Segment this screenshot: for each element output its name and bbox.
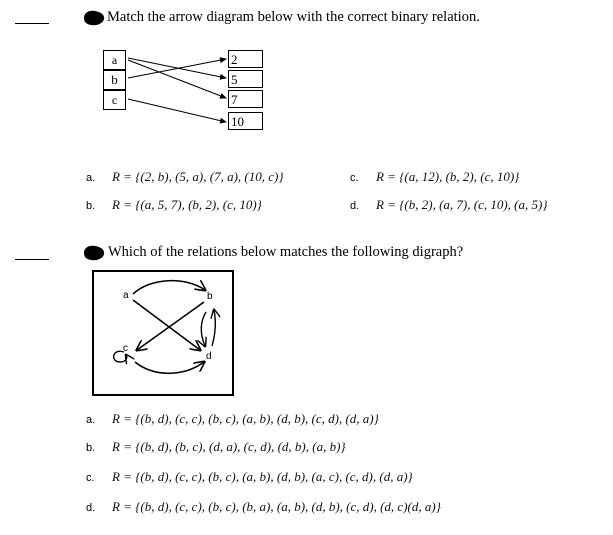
question-1-prompt: Match the arrow diagram below with the correct binary relation. [107,9,480,25]
q2-option-a-letter: a. [86,414,96,426]
q2-option-c-letter: c. [86,472,95,484]
q1-option-a-letter: a. [86,172,96,184]
rel-prefix: R = [376,197,396,212]
edge-c-d [135,362,204,373]
rel-prefix: R = [112,499,132,514]
rel-prefix: R = [112,439,132,454]
relation-set: {(a, 12), (b, 2), (c, 10)} [399,169,520,184]
relation-set: {(b, d), (b, c), (d, a), (c, d), (d, b), (a, b)} [135,439,346,454]
q1-option-b-letter: b. [86,200,96,212]
q2-option-c-relation [112,469,413,485]
q2-option-a-relation [112,411,379,427]
q2-option-b-letter: b. [86,442,96,454]
edge-d-b [212,310,215,346]
edge-a-d [133,300,200,350]
node-d-label: d [206,351,212,362]
q1-option-c-letter: c. [350,172,359,184]
rel-prefix: R = [112,411,132,426]
q2-option-d-letter: d. [86,502,96,514]
edge-a-b [133,281,205,294]
relation-set: {(b, d), (c, c), (b, c), (a, b), (d, b), (c, d), (d, a)} [135,411,379,426]
domain-a-label: a [111,53,118,67]
question-2-prompt: Which of the relations below matches the following digraph? [108,244,464,260]
q1-option-d-letter: d. [350,200,360,212]
codomain-10-label: 10 [231,114,244,129]
edge-b-d [201,312,206,346]
q2-option-b-relation [112,439,346,455]
rel-prefix: R = [112,197,132,212]
relation-set: {(b, d), (c, c), (b, c), (a, b), (d, b), (a, c), (c, d), (d, a)} [135,469,413,484]
q2-option-d-relation [112,499,441,515]
codomain-7-label: 7 [231,92,238,107]
relation-set: {(a, 5, 7), (b, 2), (c, 10)} [135,197,262,212]
edge-c-c [114,351,127,362]
relation-set: {(b, 2), (a, 7), (c, 10), (a, 5)} [399,197,548,212]
node-a-label: a [123,290,129,301]
rel-prefix: R = [112,169,132,184]
node-c-label: c [123,343,128,354]
domain-c-label: c [111,93,118,107]
codomain-5-label: 5 [231,72,238,87]
codomain-2-label: 2 [231,52,238,67]
edge-b-c [137,302,204,350]
rel-prefix: R = [376,169,396,184]
rel-prefix: R = [112,469,132,484]
relation-set: {(2, b), (5, a), (7, a), (10, c)} [135,169,284,184]
domain-b-label: b [111,72,118,87]
node-b-label: b [207,291,213,302]
relation-set: {(b, d), (c, c), (b, c), (b, a), (a, b), (d, b), (c, d), (d, c)(d, a)} [135,499,441,514]
